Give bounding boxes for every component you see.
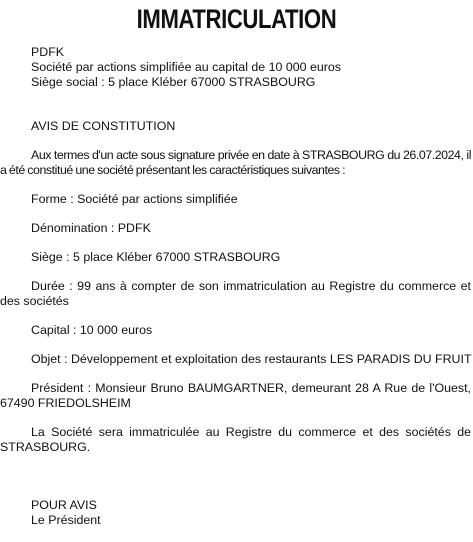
field-siege: Siège : 5 place Kléber 67000 STRASBOURG [31, 250, 281, 264]
closing-signatory: Le Président [31, 513, 101, 527]
field-duree: Durée : 99 ans à compter de son immatriculation au Registre du commerce et des sociétés [0, 279, 471, 308]
closing-pour-avis: POUR AVIS [31, 498, 97, 512]
registration-statement: La Société sera immatriculée au Registre du commerce et des sociétés de STRASBOURG. [0, 425, 471, 454]
field-objet: Objet : Développement et exploitation des restaurants LES PARADIS DU FRUIT [31, 352, 472, 366]
field-capital: Capital : 10 000 euros [31, 323, 153, 337]
closing [0, 498, 473, 528]
company-seat: Siège social : 5 place Kléber 67000 STRASBOURG [31, 75, 316, 89]
notice-title: IMMATRICULATION [136, 4, 337, 34]
company-form: Société par actions simplifiée au capital de 10 000 euros [31, 60, 341, 74]
company-header [0, 45, 473, 90]
notice-type: AVIS DE CONSTITUTION [31, 119, 176, 133]
company-name: PDFK [31, 45, 65, 59]
field-forme: Forme : Société par actions simplifiée [31, 192, 238, 206]
field-denomination: Dénomination : PDFK [31, 221, 151, 235]
intro-paragraph: Aux termes d'un acte sous signature privée en date à STRASBOURG du 26.07.2024, il a été constitué une société présentant les caractéristiques suivantes : [0, 148, 471, 177]
field-president: Président : Monsieur Bruno BAUMGARTNER, demeurant 28 A Rue de l'Ouest, 67490 FRIEDOLSHEIM [0, 381, 471, 410]
